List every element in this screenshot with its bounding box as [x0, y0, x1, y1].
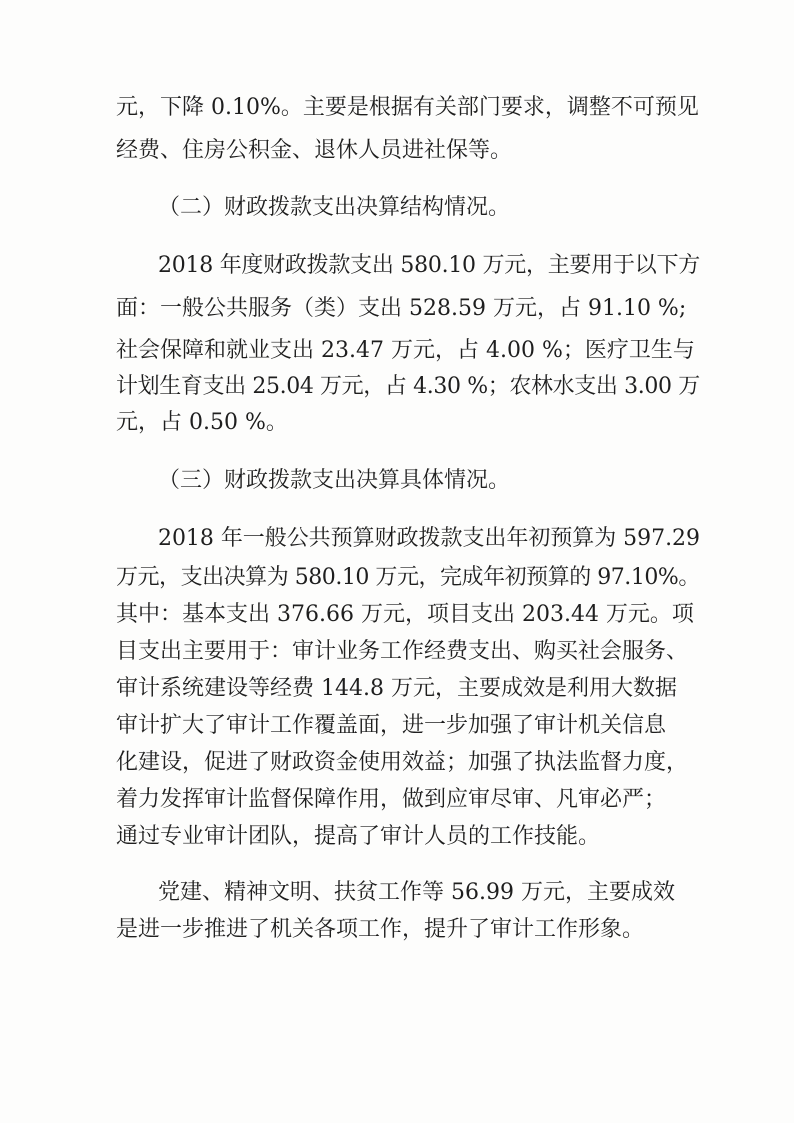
section-heading-2: （二）财政拨款支出决算结构情况。	[158, 195, 511, 220]
paragraph-5-line-5: 审计系统建设等经费 144.8 万元，主要成效是利用大数据	[116, 676, 677, 701]
paragraph-5-line-8: 着力发挥审计监督保障作用，做到应审尽审、凡审必严；	[116, 787, 667, 812]
paragraph-5-line-1: 2018 年一般公共预算财政拨款支出年初预算为 597.29	[158, 526, 700, 551]
paragraph-6-line-2: 是进一步推进了机关各项工作，提升了审计工作形象。	[116, 917, 645, 942]
paragraph-3-line-2: 面：一般公共服务（类）支出 528.59 万元，占 91.10 %;	[116, 296, 687, 321]
section-heading-3: （三）财政拨款支出决算具体情况。	[158, 468, 511, 493]
paragraph-3-line-1: 2018 年度财政拨款支出 580.10 万元，主要用于以下方	[158, 253, 700, 278]
paragraph-3-line-5: 元，占 0.50 %。	[116, 410, 288, 435]
paragraph-3-line-3: 社会保障和就业支出 23.47 万元，占 4.00 %；医疗卫生与	[116, 338, 695, 363]
paragraph-6-line-1: 党建、精神文明、扶贫工作等 56.99 万元，主要成效	[158, 880, 675, 905]
paragraph-5-line-7: 化建设，促进了财政资金使用效益；加强了执法监督力度，	[116, 750, 689, 775]
paragraph-5-line-3: 其中：基本支出 376.66 万元，项目支出 203.44 万元。项	[116, 602, 694, 627]
paragraph-5-line-2: 万元，支出决算为 580.10 万元，完成年初预算的 97.10%。	[116, 565, 700, 590]
paragraph-5-line-4: 目支出主要用于：审计业务工作经费支出、购买社会服务、	[116, 639, 689, 664]
paragraph-3-line-4: 计划生育支出 25.04 万元，占 4.30 %；农林水支出 3.00 万	[116, 374, 700, 399]
paragraph-5-line-6: 审计扩大了审计工作覆盖面，进一步加强了审计机关信息	[116, 713, 667, 738]
paragraph-1-line-1: 元，下降 0.10%。主要是根据有关部门要求，调整不可预见	[116, 95, 699, 120]
paragraph-5-line-9: 通过专业审计团队，提高了审计人员的工作技能。	[116, 824, 601, 849]
paragraph-1-line-2: 经费、住房公积金、退休人员进社保等。	[116, 138, 513, 163]
